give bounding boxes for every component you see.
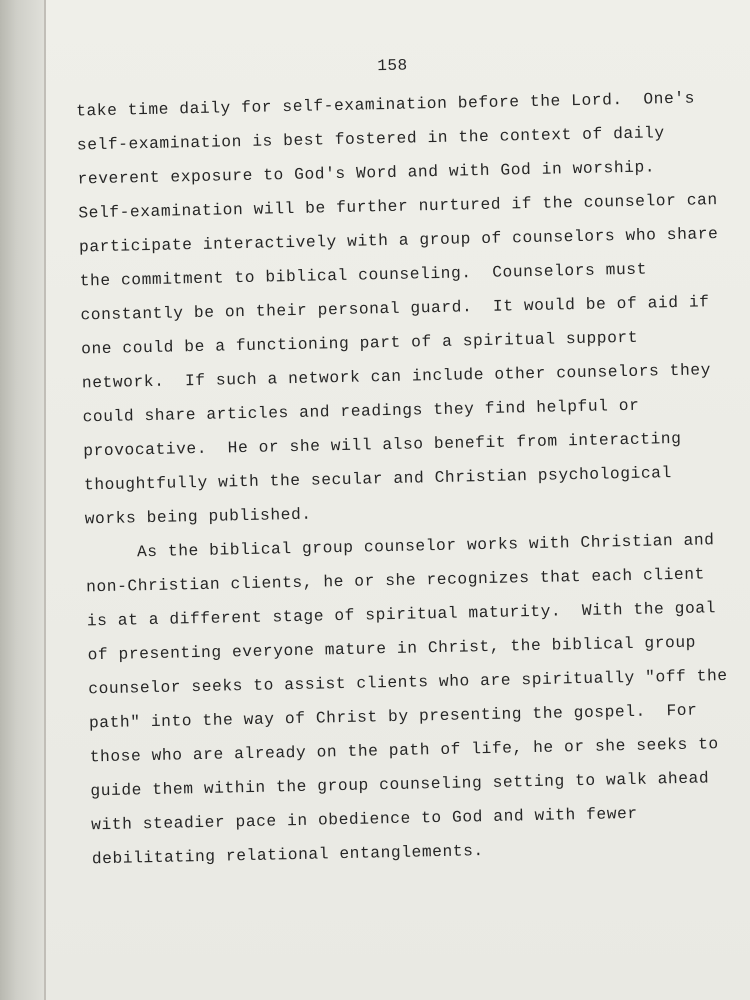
text-line: self-examination is best fostered in the context of daily [76, 124, 665, 155]
text-line: those who are already on the path of life, he or she seeks to [89, 735, 719, 767]
text-line: non-Christian clients, he or she recognizes that each client [86, 565, 706, 597]
text-line: debilitating relational entanglements. [91, 842, 484, 869]
text-line: path" into the way of Christ by presenting the gospel. For [88, 701, 698, 733]
text-line: participate interactively with a group of counselors who share [78, 225, 719, 257]
page-text-block [44, 0, 750, 1000]
text-line: the commitment to biblical counseling. Counselors must [79, 260, 648, 291]
book-binding-edge [0, 0, 48, 1000]
text-line: guide them within the group counseling setting to walk ahead [90, 769, 710, 801]
text-line: constantly be on their personal guard. It would be of aid if [80, 293, 710, 325]
text-line: network. If such a network can include other counselors they [81, 361, 712, 393]
text-line: works being published. [84, 505, 312, 529]
paragraph-start-line: As the biblical group counselor works with Christian and [85, 531, 715, 563]
text-line: of presenting everyone mature in Christ, the biblical group [87, 633, 697, 665]
text-line: Self-examination will be further nurtured if the counselor can [78, 191, 718, 223]
text-line: reverent exposure to God's Word and with God in worship. [77, 158, 656, 189]
text-line: one could be a functioning part of a spiritual support [81, 328, 639, 359]
text-line: with steadier pace in obedience to God and with fewer [90, 804, 638, 835]
text-line: thoughtfully with the secular and Christian psychological [83, 464, 673, 495]
page-number: 158 [377, 56, 408, 76]
text-line: could share articles and readings they find helpful or [82, 396, 640, 427]
text-line: provocative. He or she will also benefit from interacting [83, 429, 682, 461]
text-line: counselor seeks to assist clients who are spiritually "off the [88, 666, 728, 699]
text-line: take time daily for self-examination before the Lord. One's [76, 89, 696, 121]
text-line: is at a different stage of spiritual maturity. With the goal [86, 599, 717, 631]
book-page [46, 0, 750, 1000]
